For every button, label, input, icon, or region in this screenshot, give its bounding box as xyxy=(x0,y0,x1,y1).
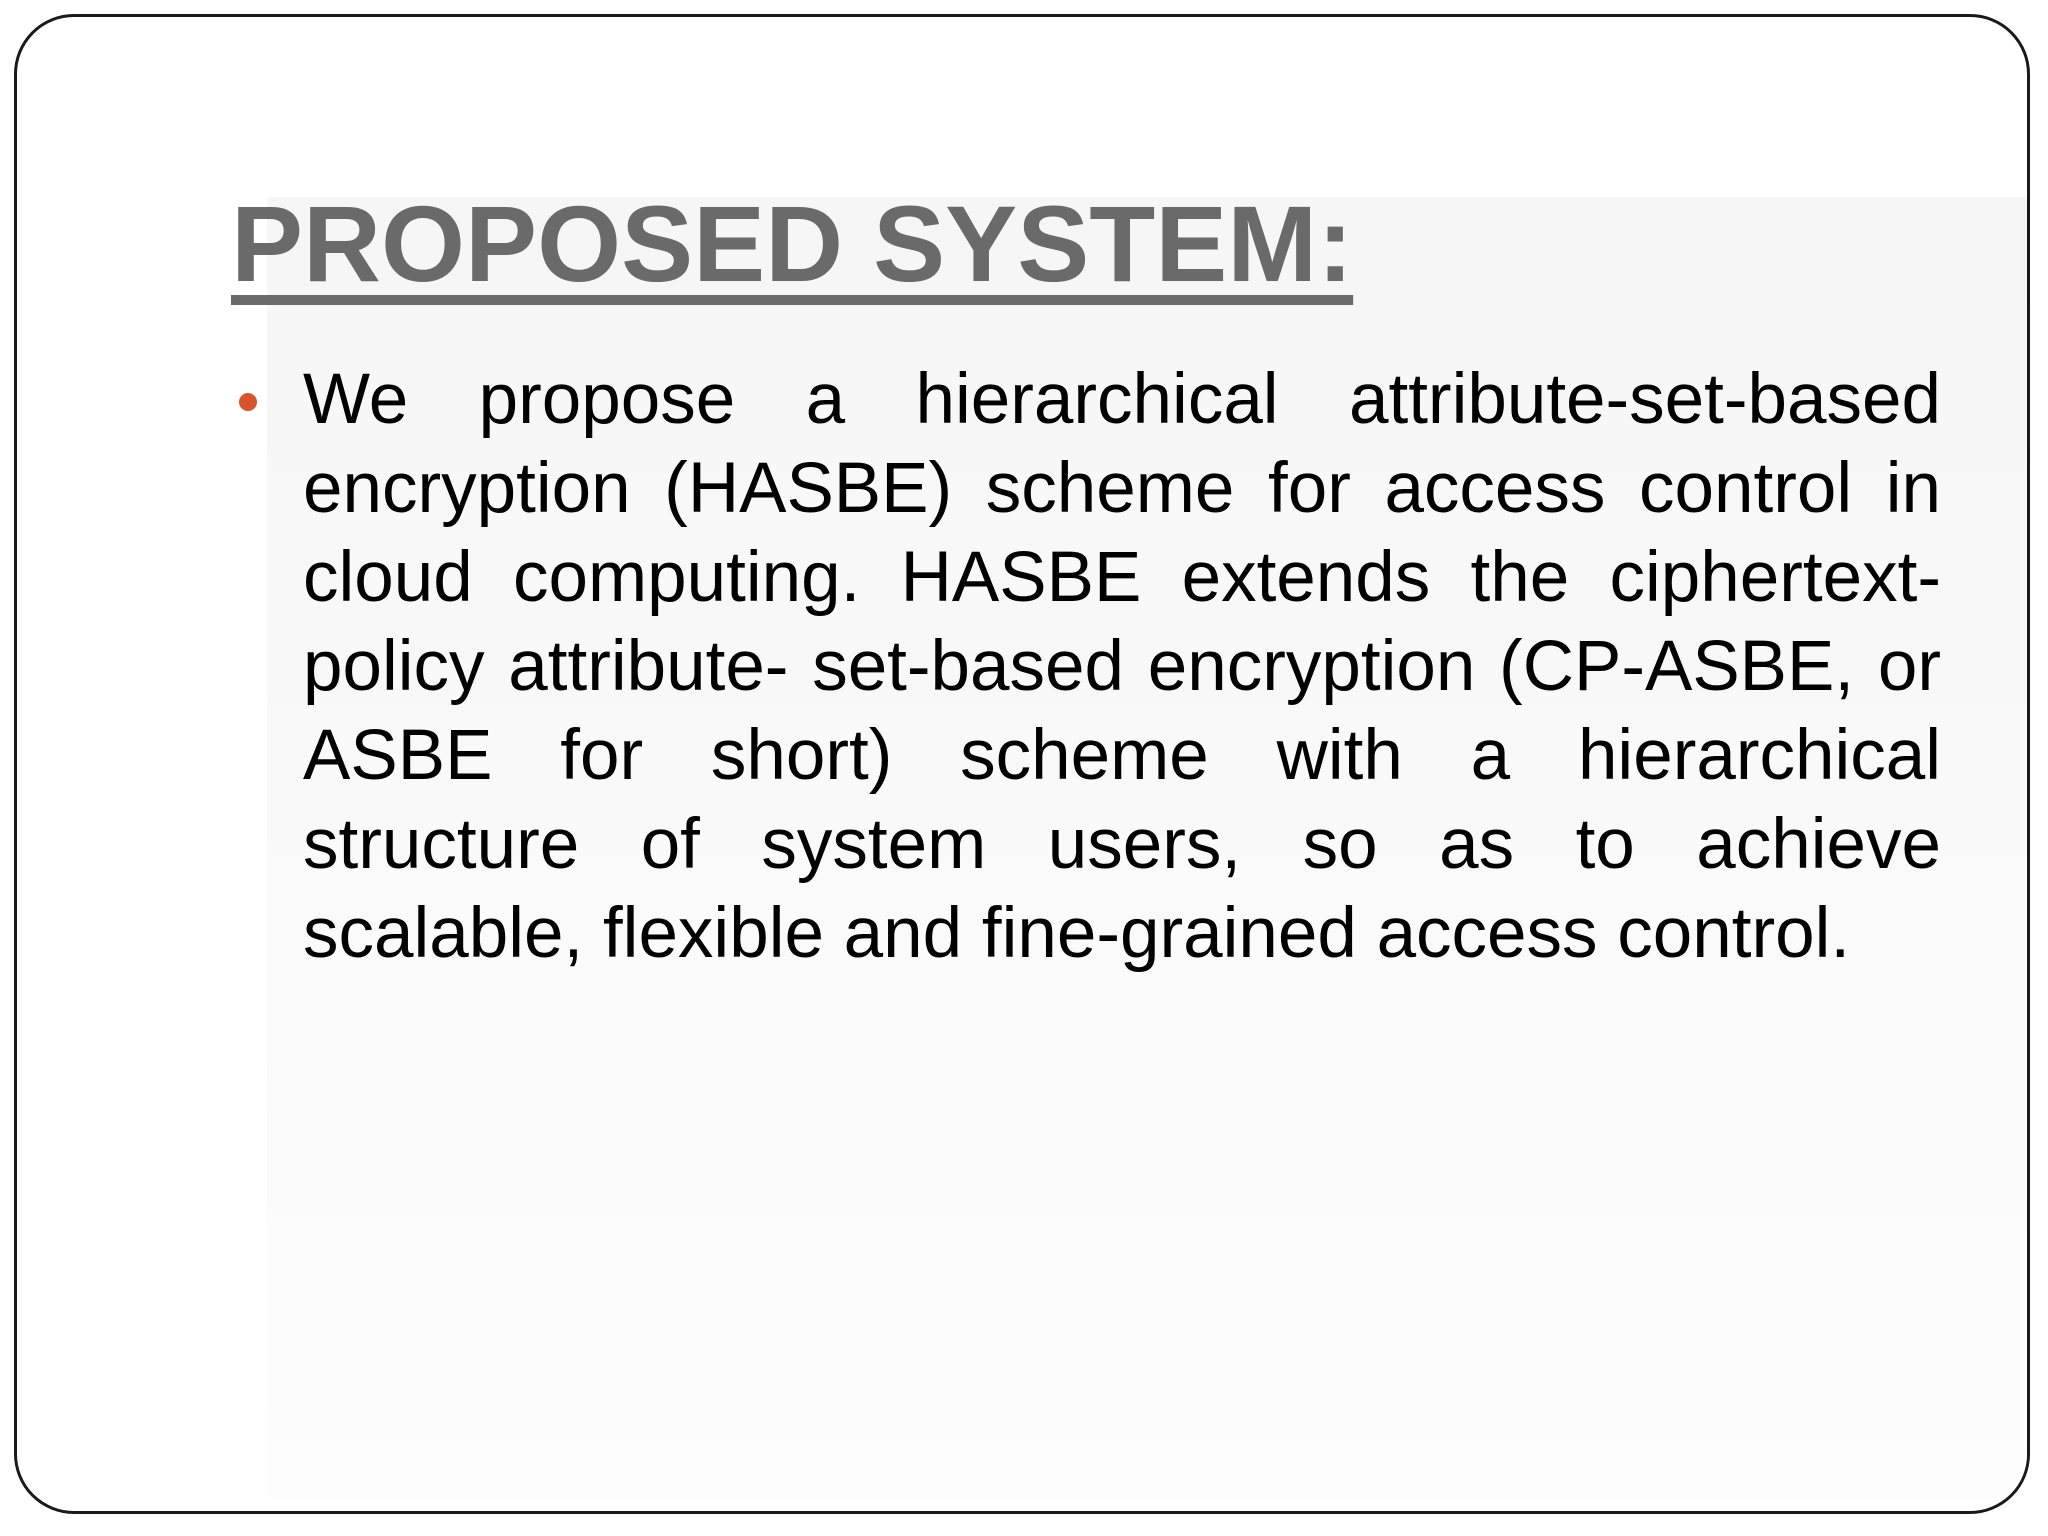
slide-frame xyxy=(14,14,2030,1514)
bullet-list xyxy=(231,355,1941,978)
slide-title: PROPOSED SYSTEM: xyxy=(231,183,1354,304)
bullet-dot-icon xyxy=(239,393,257,411)
bullet-text: We propose a hierarchical attribute-set-based encryption (HASBE) scheme for access control in cloud computing. HASBE extends the ciphertext-policy attribute- set-based encryption (CP-ASBE, or ASBE for short) scheme with a hierarchical structure of system users, so as to achieve scalable, flexible and fine-grained access control. xyxy=(303,360,1941,973)
bullet-item xyxy=(231,355,1941,978)
